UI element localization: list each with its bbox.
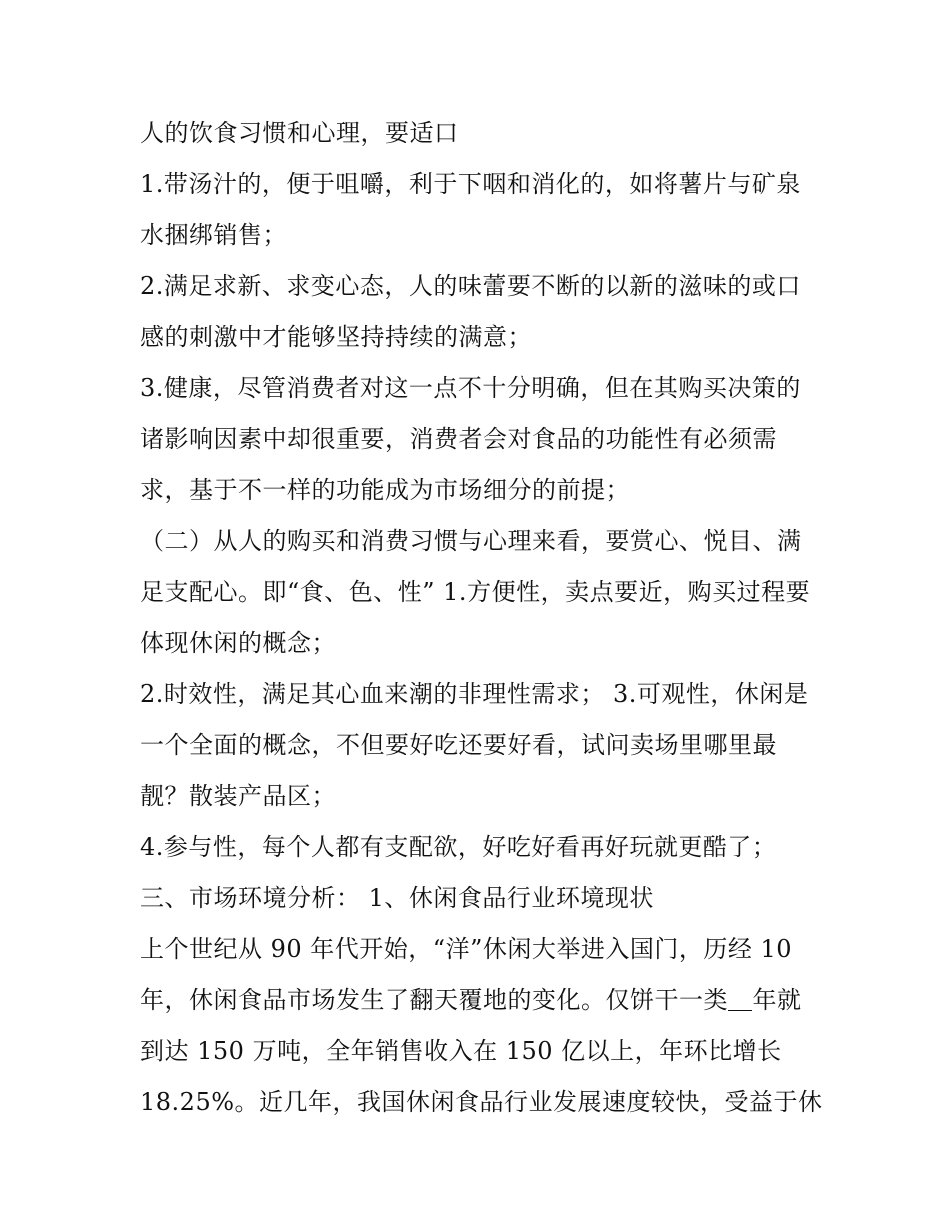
text-line: 靓？散装产品区； [140,782,336,810]
body-text [140,108,823,1128]
text-line: （二）从人的购买和消费习惯与心理来看，要赏心、悦目、满 [140,527,802,555]
text-line: 18.25%。近几年，我国休闲食品行业发展速度较快，受益于休 [140,1088,823,1116]
text-line: 求，基于不一样的功能成为市场细分的前提； [140,476,630,504]
text-line: 到达 150 万吨，全年销售收入在 150 亿以上，年环比增长 [140,1037,782,1065]
text-line: 足支配心。即“食、色、性” 1.方便性，卖点要近，购买过程要 [140,578,811,606]
text-line: 4.参与性，每个人都有支配欲，好吃好看再好玩就更酷了； [140,833,777,861]
text-line: 三、市场环境分析： 1、休闲食品行业环境现状 [140,884,654,912]
text-line: 人的饮食习惯和心理，要适口 [140,119,459,147]
text-line: 2.满足求新、求变心态，人的味蕾要不断的以新的滋味的或口 [140,272,801,300]
text-line: 2.时效性，满足其心血来潮的非理性需求； 3.可观性，休闲是 [140,680,809,708]
text-line: 1.带汤汁的，便于咀嚼，利于下咽和消化的，如将薯片与矿泉 [140,170,801,198]
text-line: 体现休闲的概念； [140,629,336,657]
text-line: 诸影响因素中却很重要，消费者会对食品的功能性有必须需 [140,425,777,453]
text-line: 年，休闲食品市场发生了翻天覆地的变化。仅饼干一类＿年就 [140,986,802,1014]
text-line: 一个全面的概念，不但要好吃还要好看，试问卖场里哪里最 [140,731,777,759]
text-line: 3.健康，尽管消费者对这一点不十分明确，但在其购买决策的 [140,374,801,402]
text-line: 上个世纪从 90 年代开始，“洋”休闲大举进入国门，历经 10 [140,935,793,963]
text-line: 水捆绑销售； [140,221,287,249]
text-line: 感的刺激中才能够坚持持续的满意； [140,323,532,351]
